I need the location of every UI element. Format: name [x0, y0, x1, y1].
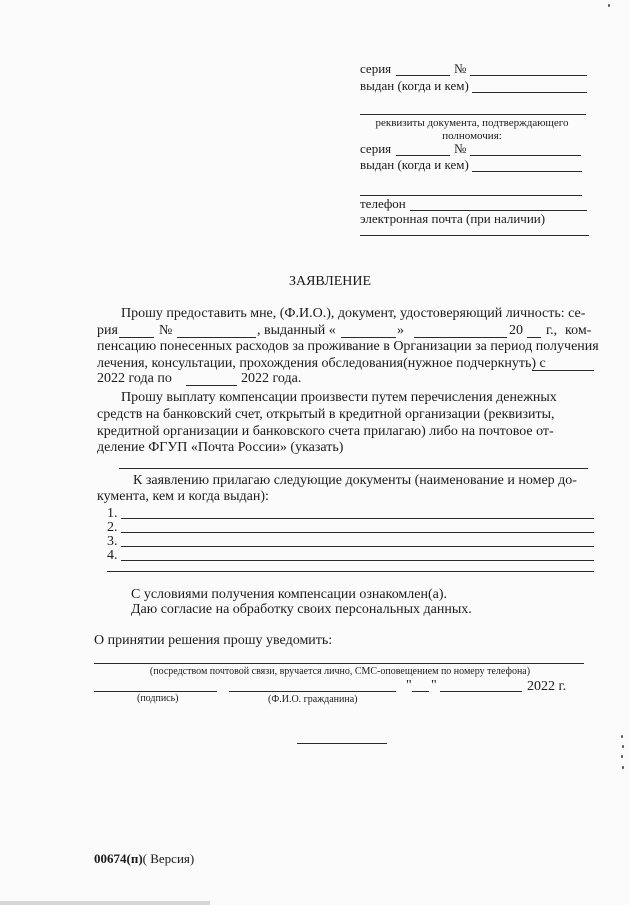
- issue-day-line: [341, 337, 396, 338]
- request-text-line4: лечения, консультации, прохождения обследования(нужное подчеркнуть) с: [97, 356, 546, 371]
- attachment-line-2: [121, 532, 594, 533]
- conditions-text: С условиями получения компенсации ознакомлен(а).: [131, 587, 448, 602]
- rep-issued-blank-line: [472, 171, 582, 172]
- email-blank-line: [360, 235, 589, 236]
- phone-label: телефон: [360, 196, 406, 211]
- period-end-prefix: 2022 года по: [97, 371, 172, 386]
- footer-form-code: [94, 852, 194, 865]
- rep-issued-label: выдан (когда и кем): [360, 157, 469, 172]
- rep-series-label: серия: [360, 141, 392, 156]
- number-blank-line: [470, 75, 587, 76]
- century-prefix: 20: [509, 323, 523, 338]
- notify-text: О принятии решения прошу уведомить:: [94, 633, 333, 648]
- request-paragraph-line3: [97, 339, 599, 354]
- issue-quote-close: »: [397, 323, 404, 338]
- full-name-caption: (Ф.И.О. гражданина): [268, 694, 358, 705]
- scan-speck: [608, 4, 610, 7]
- request-paragraph-line1: [97, 307, 594, 321]
- payout-text-line3: кредитной организации и банковского счета прилагаю) либо на почтовое от-: [97, 424, 554, 439]
- issued-continuation-line: [360, 114, 586, 115]
- applicant-number-line: [177, 337, 256, 338]
- full-name-line: [229, 691, 396, 692]
- attachments-paragraph-line1: [97, 474, 594, 488]
- date-month-line: [440, 691, 522, 692]
- issued-blank-line: [472, 92, 587, 93]
- representative-caption-line2: полномочия:: [442, 130, 502, 142]
- attachment-extra-line: [107, 571, 594, 572]
- date-day-line: [412, 691, 429, 692]
- request-text-line3: пенсацию понесенных расходов за проживание в Организации за период получения: [97, 339, 599, 354]
- attachment-number-4: 4.: [107, 548, 118, 563]
- attachment-line-1: [121, 518, 594, 519]
- compensation-hyphen-start: ком-: [565, 323, 592, 338]
- period-end-line: [186, 385, 237, 386]
- email-label: электронная почта (при наличии): [360, 211, 546, 226]
- issue-year-line: [527, 337, 541, 338]
- payout-text-line4: деление ФГУП «Почта России» (указать): [97, 440, 344, 455]
- attachment-number-1: 1.: [107, 506, 118, 521]
- applicant-number-sign: №: [159, 323, 173, 338]
- scan-speck: [621, 735, 623, 738]
- attachment-number-3: 3.: [107, 534, 118, 549]
- scan-speck: [622, 745, 624, 748]
- rep-number-blank-line: [470, 155, 581, 156]
- date-quote-close: ": [431, 678, 437, 693]
- applicant-series-line: [119, 337, 154, 338]
- form-code: 00674(п): [94, 851, 143, 866]
- date-year: 2022 г.: [527, 679, 567, 694]
- representative-caption-line1: реквизиты документа, подтверждающего: [375, 117, 569, 129]
- payout-paragraph-line2: [97, 408, 594, 422]
- attachment-line-3: [121, 546, 594, 547]
- issue-month-line: [414, 337, 507, 338]
- attachments-text-line2: кумента, кем и когда выдан):: [97, 489, 269, 504]
- scan-speck: [622, 766, 624, 769]
- form-version: ( Версия): [142, 851, 195, 866]
- date-quote-open: ": [406, 678, 412, 693]
- signature-caption: (подпись): [137, 693, 179, 704]
- post-office-line: [119, 468, 588, 469]
- series-word: рия: [97, 323, 118, 338]
- series-blank-line: [396, 75, 450, 76]
- attachments-text-line1: К заявлению прилагаю следующие документы (наименование и номер до-: [133, 473, 577, 488]
- payout-paragraph-line3: [97, 425, 594, 439]
- number-sign: №: [454, 61, 467, 76]
- signature-line: [94, 691, 217, 692]
- document-title: ЗАЯВЛЕНИЕ: [288, 274, 372, 289]
- payout-text-line1: Прошу выплату компенсации произвести путем перечисления денежных: [121, 390, 557, 405]
- rep-series-blank-line: [396, 155, 450, 156]
- consent-text: Даю согласие на обработку своих персональных данных.: [131, 602, 472, 617]
- payout-text-line2: средств на банковский счет, открытый в кредитной организации (реквизиты,: [97, 407, 555, 422]
- separator-line: [297, 743, 387, 744]
- notify-method-line: [94, 663, 584, 664]
- issued-label: выдан (когда и кем): [360, 78, 469, 93]
- year-suffix: г.,: [546, 323, 558, 338]
- scan-bottom-edge: [0, 901, 210, 905]
- scan-speck: [621, 755, 623, 758]
- attachment-line-4: [121, 560, 594, 561]
- rep-number-sign: №: [454, 141, 467, 156]
- attachment-number-2: 2.: [107, 520, 118, 535]
- issued-by-text: , выданный «: [257, 323, 336, 338]
- period-start-line: [532, 370, 594, 371]
- period-end-suffix: 2022 года.: [241, 371, 302, 386]
- request-text-line1: Прошу предоставить мне, (Ф.И.О.), документ, удостоверяющий личность: се-: [121, 306, 586, 321]
- payout-paragraph-line1: [97, 391, 594, 405]
- notify-caption: (посредством почтовой связи, вручается лично, СМС-оповещением по номеру телефона): [149, 666, 531, 677]
- series-label: серия: [360, 61, 392, 76]
